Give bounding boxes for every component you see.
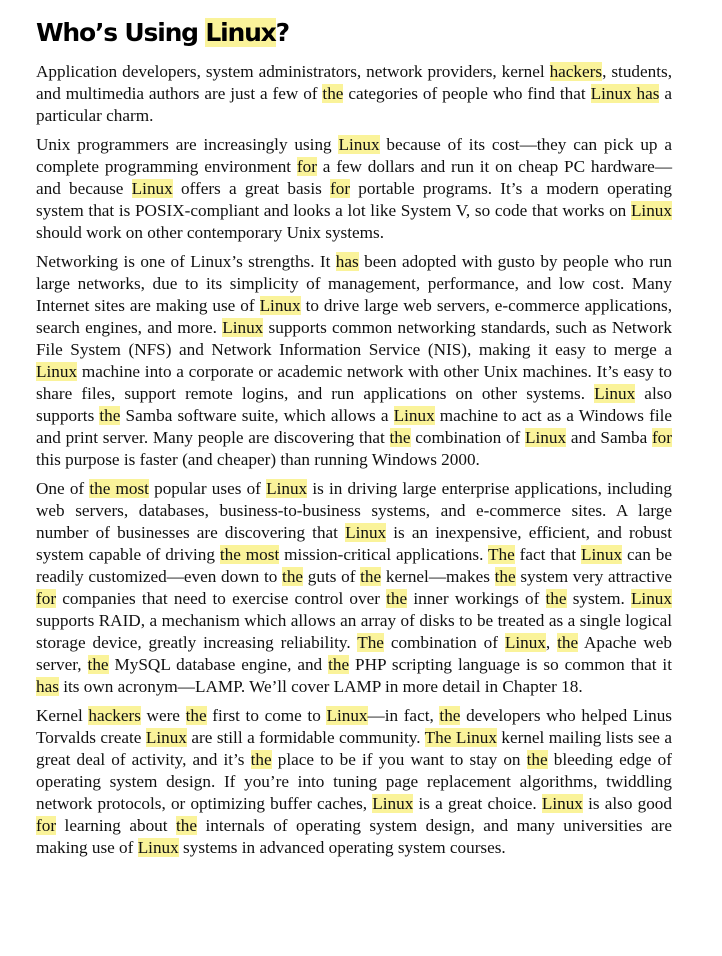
text-run: can be readily customized—even down to [36,545,672,586]
text-run: portable programs. It’s a modern operating system that is POSIX-compliant and looks a lot like System V, so code that works on [36,179,672,220]
highlighted-text: Linux [630,201,672,220]
text-run: internals of operating system design, and many universities are making use of [36,816,673,857]
text-run: also supports [36,384,672,425]
highlighted-text: Linux [266,479,308,498]
highlighted-text: the most [219,545,280,564]
highlighted-text: Linux [259,296,301,315]
text-run: companies that need to exercise control over [56,589,387,608]
text-run: are still a formidable community. [186,728,425,747]
highlighted-text: Linux [581,545,623,564]
text-run: kernel mailing lists see a great deal of activity, and it’s [36,728,672,769]
highlighted-text: Linux [36,362,78,381]
highlighted-text: Linux [222,318,264,337]
highlighted-text: Linux [131,179,173,198]
highlighted-text: for [36,816,57,835]
text-run: should work on other contemporary Unix systems. [36,223,384,242]
text-run: Apache web server, [36,633,673,674]
highlighted-text: for [330,179,351,198]
text-run: Kernel [36,706,89,725]
highlighted-text: Linux [326,706,368,725]
paragraph [36,705,672,859]
highlighted-text: the [360,567,382,586]
highlighted-text: the [176,816,198,835]
text-run: inner workings of [407,589,546,608]
highlighted-text: The Linux [424,728,497,747]
text-run: system very attractive [515,567,672,586]
paragraph [36,134,672,244]
highlighted-text: the [185,706,207,725]
text-run: to drive large web servers, e-commerce applications, search engines, and more. [36,296,672,337]
highlighted-text: for [296,157,317,176]
highlighted-text: The [357,633,384,652]
text-run: MySQL database engine, and [108,655,329,674]
text-run: ? [275,18,289,47]
paragraph [36,478,672,698]
highlighted-text: the [282,567,304,586]
text-run: PHP scripting language is so common that it [349,655,672,674]
highlighted-text: the [322,84,344,103]
highlighted-text: Linux [504,633,546,652]
text-run: mission-critical applications. [279,545,488,564]
text-run: Unix programmers are increasingly using [36,135,339,154]
highlighted-text: has [36,677,59,696]
text-run: systems in advanced operating system courses. [178,838,506,857]
highlighted-text: Linux [137,838,179,857]
text-run: One of [36,479,90,498]
text-run: , students, and multimedia authors are just a few of [36,62,672,103]
text-run: first to come to [206,706,327,725]
text-run: is in driving large enterprise applications, including web servers, databases, business-to-business systems, and e-commerce sites. A large number of businesses are discovering that [36,479,672,542]
text-run: combination of [410,428,526,447]
text-run: its own acronym—LAMP. We’ll cover LAMP in more detail in Chapter 18. [58,677,583,696]
text-run: were [140,706,186,725]
text-run: popular uses of [148,479,267,498]
highlighted-text: Linux [145,728,187,747]
text-run: fact that [514,545,582,564]
document-page [36,14,672,859]
highlighted-text: the [389,428,411,447]
body-text [36,61,672,859]
section-heading [36,14,672,52]
text-run: —in fact, [367,706,440,725]
text-run: a particular charm. [36,84,672,125]
text-run: supports RAID, a mechanism which allows an array of disks to be treated as a single logical storage device, greatly increasing reliability. [36,611,672,652]
highlighted-text: the [328,655,350,674]
highlighted-text: the most [89,479,149,498]
text-run: Samba software suite, which allows a [120,406,394,425]
highlighted-text: the [99,406,121,425]
highlighted-text: the [250,750,272,769]
text-run: and Samba [566,428,652,447]
highlighted-text: hackers [549,62,603,81]
highlighted-text: the [87,655,109,674]
highlighted-text: the [526,750,548,769]
highlighted-text: Linux [393,406,435,425]
highlighted-text: the [545,589,567,608]
text-run: is an inexpensive, efficient, and robust system capable of driving [36,523,672,564]
text-run: is also good [582,794,672,813]
text-run: is a great choice. [413,794,542,813]
highlighted-text: The [487,545,515,564]
text-run: developers who helped Linus Torvalds create [36,706,672,747]
highlighted-text: Linux [594,384,636,403]
text-run: machine into a corporate or academic network with other Unix machines. It’s easy to share files, support remote logins, and run applications on other systems. [36,362,672,403]
text-run: supports common networking standards, such as Network File System (NFS) and Network Information Service (NIS), making it easy to merge a [36,318,673,359]
text-run: kernel—makes [381,567,495,586]
highlighted-text: Linux [345,523,387,542]
text-run: system. [566,589,631,608]
text-run: been adopted with gusto by people who run large networks, due to its simplicity of management, performance, and low cost. Many Internet sites are making use of [36,252,672,315]
highlighted-text: Linux [205,18,276,47]
text-run: this purpose is faster (and cheaper) than running Windows 2000. [36,450,480,469]
highlighted-text: Linux [630,589,672,608]
highlighted-text: Linux [338,135,380,154]
text-run: combination of [383,633,505,652]
text-run: learning about [56,816,177,835]
text-run: guts of [303,567,361,586]
text-run: bleeding edge of operating system design. If you’re into tuning page replacement algorithms, twiddling network protocols, or optimizing buffer caches, [36,750,672,813]
text-run: , [545,633,558,652]
highlighted-text: hackers [88,706,141,725]
highlighted-text: Linux has [590,84,660,103]
highlighted-text: Linux [525,428,567,447]
text-run: categories of people who find that [343,84,591,103]
highlighted-text: for [36,589,57,608]
text-run: a few dollars and run it on cheap PC hardware—and because [36,157,673,198]
highlighted-text: the [557,633,579,652]
highlighted-text: the [494,567,516,586]
text-run: offers a great basis [172,179,331,198]
highlighted-text: the [386,589,408,608]
text-run: because of its cost—they can pick up a complete programming environment [36,135,672,176]
highlighted-text: the [439,706,461,725]
highlighted-text: Linux [541,794,583,813]
highlighted-text: Linux [372,794,414,813]
text-run: Networking is one of Linux’s strengths. It [36,252,336,271]
text-run: place to be if you want to stay on [271,750,527,769]
paragraph [36,251,672,471]
text-run: Application developers, system administrators, network providers, kernel [36,62,550,81]
highlighted-text: has [335,252,359,271]
text-run: Who’s Using [36,18,206,47]
highlighted-text: for [651,428,672,447]
paragraph [36,61,672,127]
text-run: machine to act as a Windows file and print server. Many people are discovering that [36,406,672,447]
